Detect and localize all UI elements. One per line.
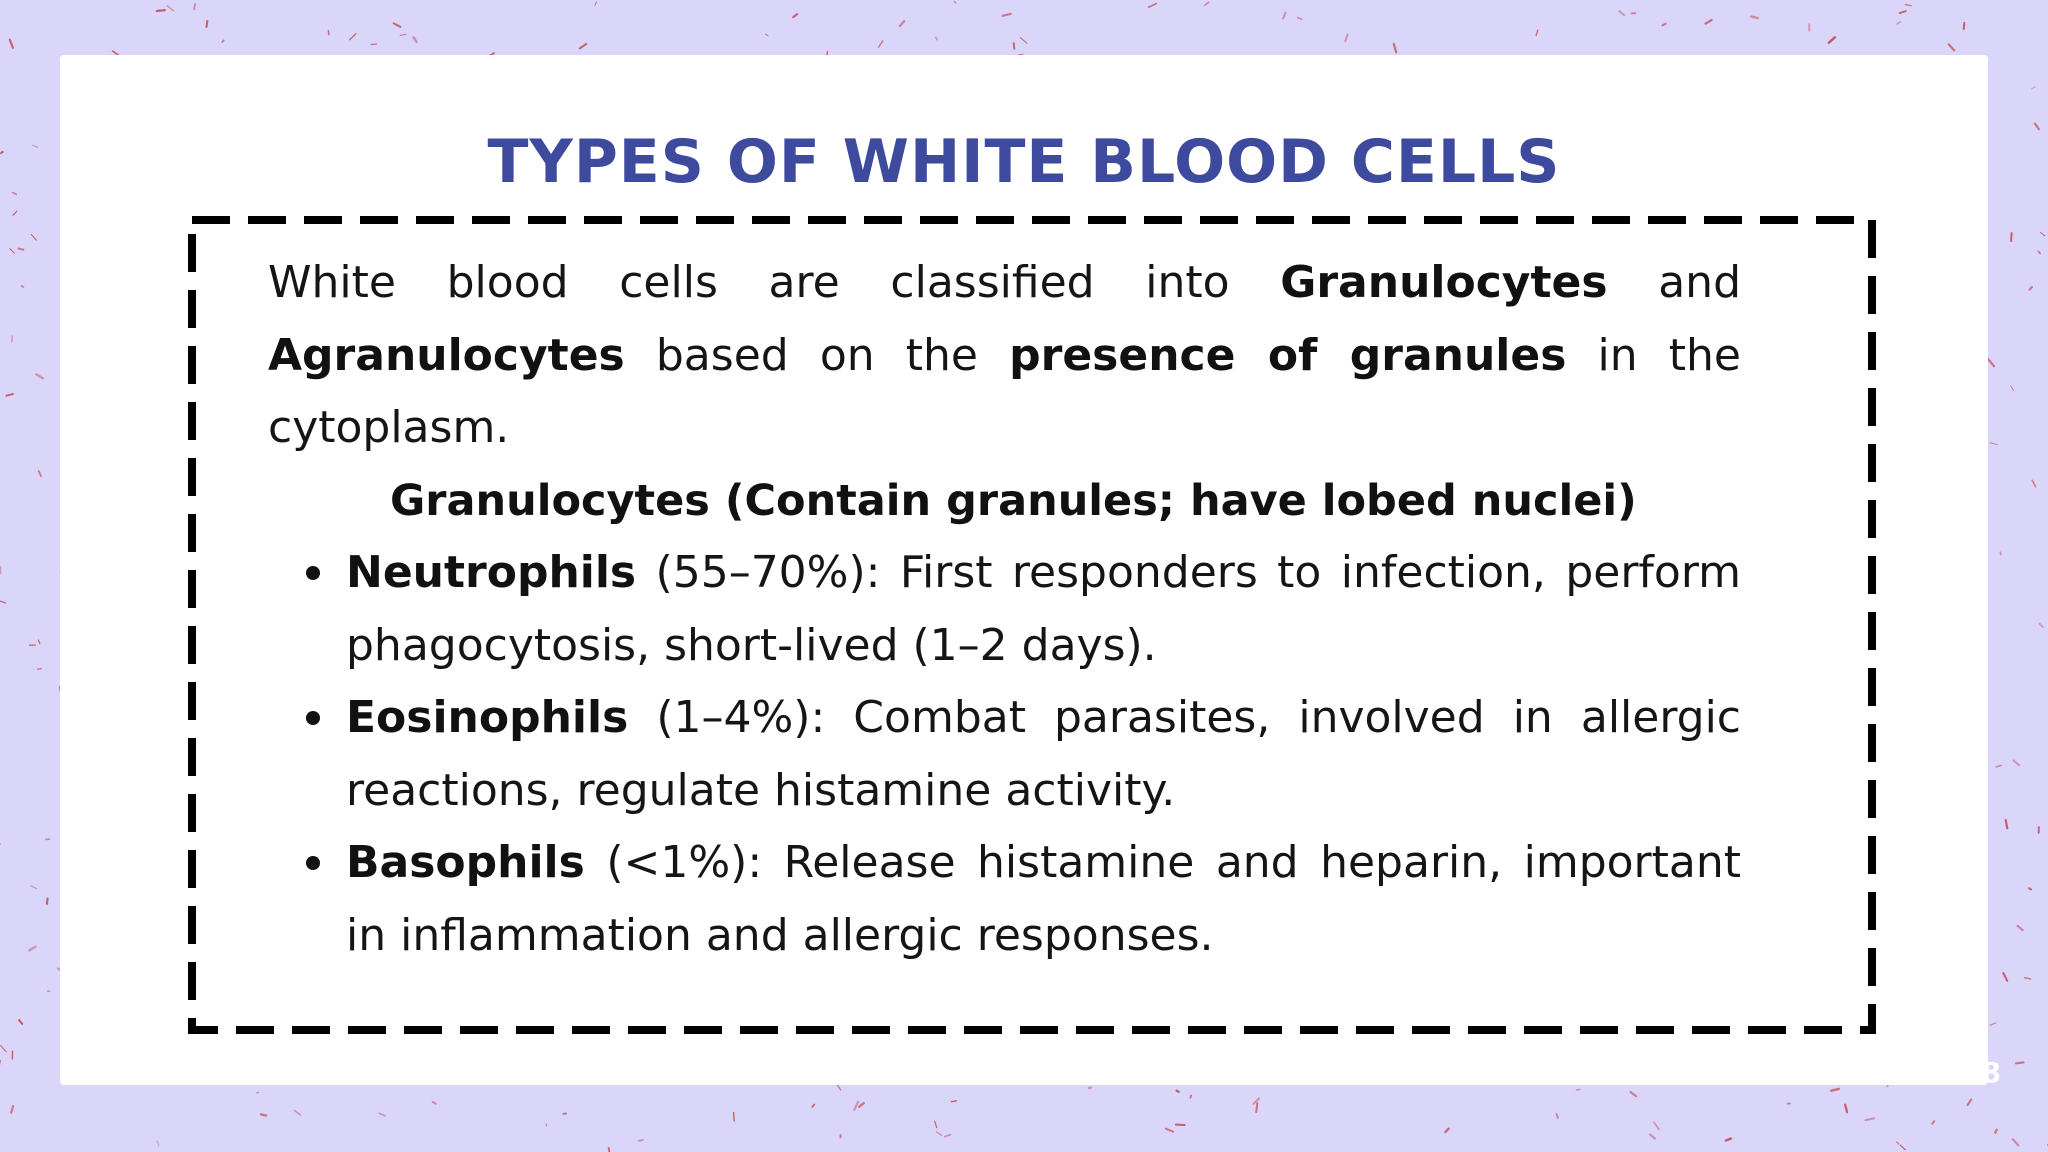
speckle — [36, 374, 43, 378]
speckle — [1650, 1135, 1655, 1139]
speckle — [167, 6, 174, 11]
speckle — [350, 34, 356, 40]
speckle — [945, 1135, 951, 1137]
speckle — [1619, 11, 1624, 15]
speckle — [580, 44, 586, 48]
speckle — [31, 886, 37, 889]
speckle — [1865, 1118, 1874, 1120]
speckle — [1536, 30, 1538, 36]
speckle — [38, 669, 42, 670]
intro-bold-agranulocytes: Agranulocytes — [268, 329, 625, 381]
bullet-dot-icon — [306, 566, 320, 580]
speckle — [2018, 926, 2023, 930]
speckle — [194, 4, 195, 9]
slide-title: TYPES OF WHITE BLOOD CELLS — [487, 127, 1561, 197]
speckle — [595, 2, 597, 5]
speckle — [1996, 765, 2001, 767]
speckle — [1445, 1129, 1448, 1132]
speckle — [1932, 1121, 1934, 1124]
speckle — [11, 1106, 13, 1113]
speckle — [2011, 233, 2012, 241]
speckle — [1149, 4, 1157, 7]
granulocytes-subheading: Granulocytes (Contain granules; have lobed nuclei) — [390, 475, 1637, 526]
speckle — [1751, 17, 1757, 19]
speckle — [812, 1105, 814, 1108]
speckle — [936, 38, 937, 40]
speckle — [639, 1140, 643, 1141]
cell-name: Neutrophils — [346, 547, 637, 598]
speckle — [10, 249, 15, 254]
speckle — [261, 1114, 266, 1115]
speckle — [2040, 624, 2044, 628]
cell-description: (<1%): Release histamine and heparin, important in inflammation and allergic responses. — [346, 837, 1741, 961]
speckle — [1014, 43, 1015, 49]
speckle — [433, 1102, 436, 1104]
speckle — [734, 1113, 735, 1122]
speckle — [19, 1020, 22, 1024]
speckle — [1949, 44, 1954, 50]
speckle — [222, 41, 223, 43]
speckle — [1845, 1105, 1847, 1113]
speckle — [1654, 1123, 1659, 1130]
speckle — [2014, 761, 2020, 766]
bullet-dot-icon — [306, 711, 320, 725]
speckle — [18, 249, 23, 250]
speckle — [2032, 87, 2036, 89]
speckle — [400, 34, 406, 35]
speckle — [2003, 973, 2007, 981]
speckle — [2006, 820, 2008, 829]
speckle — [379, 1113, 385, 1116]
speckle — [47, 899, 48, 904]
content-body — [268, 247, 1741, 972]
speckle — [2016, 1062, 2024, 1063]
speckle — [1831, 1089, 1839, 1091]
speckle — [1631, 1092, 1637, 1096]
speckle — [294, 1111, 300, 1116]
list-item-basophils — [268, 827, 1741, 972]
speckle — [1905, 5, 1911, 6]
cell-description: (1–4%): Combat parasites, involved in allergic reactions, regulate histamine activity. — [346, 692, 1741, 816]
speckle — [13, 211, 17, 215]
speckle — [257, 1092, 259, 1093]
speckle — [1166, 1129, 1173, 1132]
speckle — [1177, 1091, 1179, 1092]
speckle — [1706, 20, 1712, 24]
speckle — [157, 10, 165, 11]
speckle — [609, 1148, 610, 1152]
speckle — [414, 37, 417, 42]
speckle — [1829, 37, 1835, 42]
speckle — [1897, 1142, 1899, 1144]
speckle — [1964, 23, 1965, 29]
speckle — [1003, 14, 1011, 16]
speckle — [1663, 24, 1666, 26]
speckle — [371, 44, 376, 45]
speckle — [39, 471, 41, 476]
speckle — [1968, 1100, 1972, 1106]
speckle — [29, 947, 35, 951]
speckle — [1557, 1114, 1558, 1118]
speckle — [1283, 13, 1285, 19]
speckle — [879, 41, 883, 47]
intro-bold-presence-of-granules: presence of granules — [1009, 329, 1567, 381]
intro-text: White blood cells are classified into — [268, 257, 1281, 308]
cell-description: (55–70%): First responders to infection, perform phagocytosis, short-lived (1–2 days). — [346, 547, 1741, 671]
speckle — [1205, 2, 1209, 5]
intro-text: in the cytoplasm. — [268, 329, 1741, 453]
speckle — [1900, 11, 1906, 13]
granulocyte-list — [268, 537, 1741, 972]
speckle — [1990, 1023, 1996, 1026]
speckle — [2011, 386, 2014, 391]
speckle — [157, 1141, 159, 1146]
speckle — [1, 1045, 7, 1051]
speckle — [2032, 480, 2035, 487]
speckle — [1900, 1145, 1905, 1150]
speckle — [1298, 18, 1302, 19]
speckle — [1190, 1096, 1191, 1098]
speckle — [2030, 287, 2032, 289]
speckle — [1990, 443, 1997, 445]
intro-bold-granulocytes: Granulocytes — [1280, 257, 1608, 308]
speckle — [1995, 1130, 1996, 1133]
page-number: 68 — [1962, 1056, 2001, 1089]
speckle — [1020, 38, 1027, 43]
speckle — [936, 1132, 941, 1136]
speckle — [935, 1121, 937, 1127]
speckle — [859, 1103, 864, 1107]
intro-paragraph — [268, 247, 1741, 465]
speckle — [766, 34, 768, 35]
speckle — [2013, 1139, 2019, 1145]
speckle — [207, 21, 208, 27]
intro-text: and — [1607, 257, 1741, 308]
list-item-neutrophils — [268, 537, 1741, 682]
speckle — [793, 14, 797, 17]
speckle — [1988, 359, 1994, 366]
speckle — [1726, 1139, 1731, 1141]
speckle — [1394, 44, 1396, 53]
speckle — [2029, 888, 2031, 889]
speckle — [854, 1102, 858, 1110]
content-dashed-box — [188, 216, 1876, 1034]
cell-name: Basophils — [346, 837, 585, 888]
speckle — [2038, 251, 2040, 253]
list-item-eosinophils — [268, 682, 1741, 827]
speckle — [22, 286, 24, 287]
speckle — [2041, 232, 2045, 235]
speckle — [900, 21, 904, 26]
speckle — [394, 23, 401, 27]
speckle — [0, 844, 1, 846]
speckle — [1345, 35, 1347, 41]
speckle — [10, 40, 13, 48]
speckle — [31, 235, 36, 241]
cell-name: Eosinophils — [346, 692, 629, 743]
speckle — [1897, 22, 1900, 24]
speckle — [6, 394, 12, 396]
speckle — [2000, 552, 2001, 554]
speckle — [954, 1, 956, 3]
speckle — [1256, 1103, 1257, 1112]
speckle — [2025, 978, 2031, 979]
speckle — [0, 601, 5, 603]
bullet-dot-icon — [306, 856, 320, 870]
intro-text: based on the — [624, 329, 1010, 381]
speckle — [38, 640, 39, 644]
speckle — [951, 1101, 956, 1102]
